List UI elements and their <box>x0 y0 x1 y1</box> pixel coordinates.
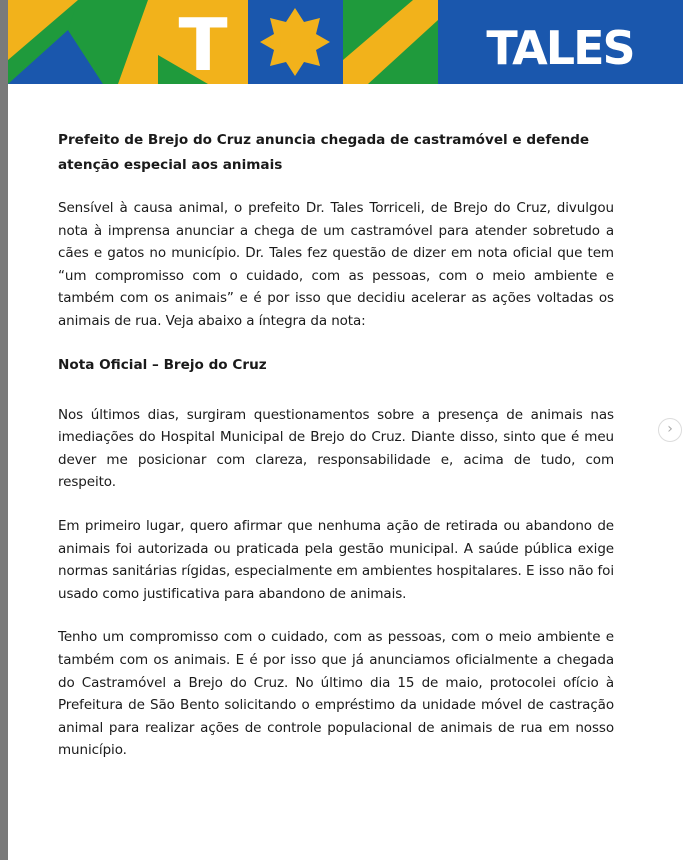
note-title: Nota Oficial – Brejo do Cruz <box>58 356 267 373</box>
banner <box>8 0 683 84</box>
brand-logo-text: TALES <box>486 21 634 75</box>
note-paragraph-2: Em primeiro lugar, quero afirmar que nenhuma ação de retirada ou abandono de animais foi autorizada ou praticada pela gestão municipal. A saúde pública exige normas sanitárias rígidas, especialmente em ambientes hospitalares. E isso não foi usado como justificativa para abandono de animais. <box>58 517 614 602</box>
intro-paragraph: Sensível à causa animal, o prefeito Dr. Tales Torriceli, de Brejo do Cruz, divulgou nota à imprensa anunciar a chega de um castramóvel para atender sobretudo a cães e gatos no município. Dr. Tales fez questão de dizer em nota oficial que tem “um compromisso com o cuidado, com as pessoas, com o meio ambiente e também com os animais” e é por isso que decidiu acelerar as ações voltadas os animais de rua. Veja abaixo a íntegra da nota: <box>58 200 614 329</box>
press-headline: Prefeito de Brejo do Cruz anuncia chegada de castramóvel e defende atenção especial aos animais <box>58 132 590 173</box>
document-body <box>58 128 614 783</box>
banner-graphic <box>8 0 683 84</box>
carousel-next-button[interactable]: › <box>658 418 682 442</box>
note-paragraph-3: Tenho um compromisso com o cuidado, com as pessoas, com o meio ambiente e também com os animais. E é por isso que já anunciamos oficialmente a chegada do Castramóvel a Brejo do Cruz. No último dia 15 de maio, protocolei ofício à Prefeitura de São Bento solicitando o empréstimo da unidade móvel de castração animal para realizar ações de controle populacional de animais de rua em nosso município. <box>58 629 614 759</box>
sun-center <box>280 27 310 57</box>
left-border <box>0 0 8 860</box>
note-paragraph-1: Nos últimos dias, surgiram questionamentos sobre a presença de animais nas imediações do Hospital Municipal de Brejo do Cruz. Diante disso, sinto que é meu dever me posicionar com clareza, responsabilidade e, acima de tudo, com respeito. <box>58 406 614 491</box>
banner-letter-t: T <box>178 3 228 84</box>
